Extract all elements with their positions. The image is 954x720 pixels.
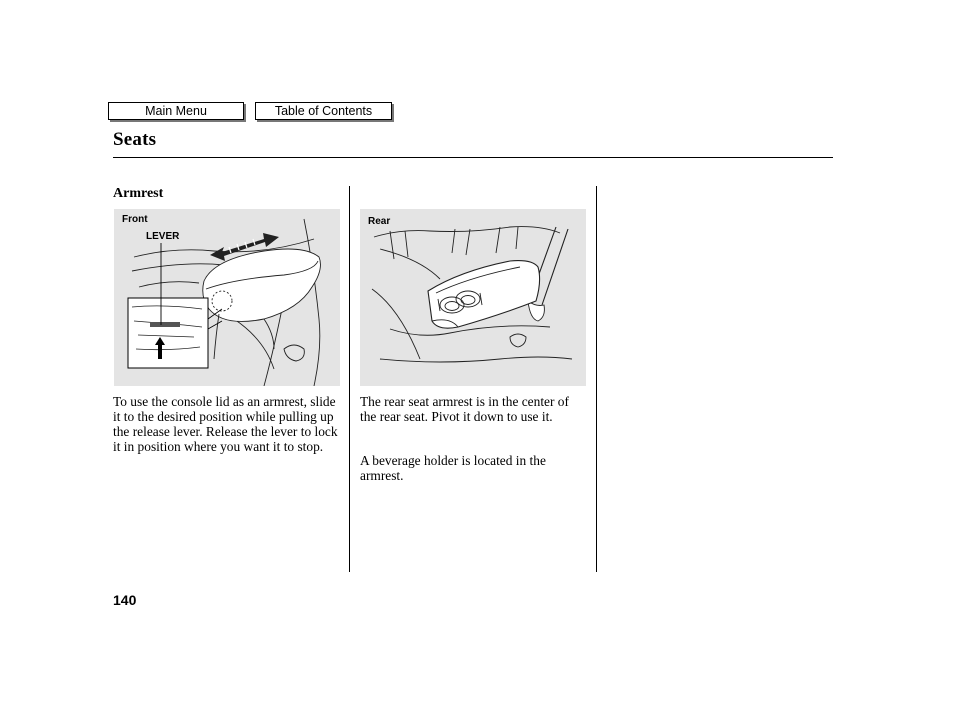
page-number: 140: [113, 592, 137, 608]
column-divider-right: [596, 186, 597, 572]
lever-callout-label: LEVER: [146, 231, 180, 242]
rear-armrest-illustration: [360, 209, 586, 386]
beverage-holder-note: A beverage holder is located in the armrest.: [360, 453, 546, 483]
front-armrest-description: To use the console lid as an armrest, slide it to the desired position while pulling up the release lever. Release the lever to lock it in position where you want it to stop.: [113, 394, 338, 454]
front-armrest-illustration: [114, 209, 340, 386]
lever-detail-inset: [128, 298, 222, 368]
column-divider-left: [349, 186, 350, 572]
table-of-contents-button[interactable]: Table of Contents: [255, 102, 392, 120]
section-heading: Armrest: [113, 186, 164, 201]
rear-seat-drawing: [360, 209, 586, 386]
page-title: Seats: [113, 129, 157, 150]
title-divider: [113, 157, 833, 158]
front-figure-label: Front: [122, 214, 148, 225]
main-menu-button[interactable]: Main Menu: [108, 102, 244, 120]
rear-armrest-description: The rear seat armrest is in the center of the rear seat. Pivot it down to use it.: [360, 394, 569, 424]
rear-figure-label: Rear: [368, 216, 391, 227]
